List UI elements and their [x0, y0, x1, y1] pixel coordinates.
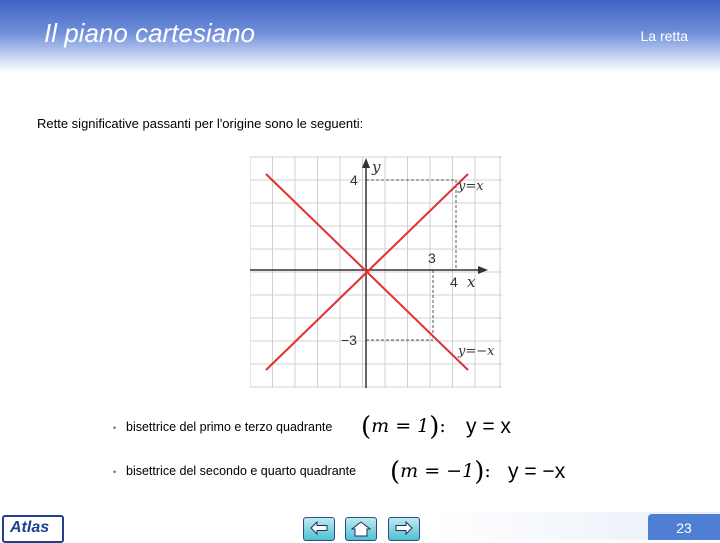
tick-label-x-4: 4: [450, 274, 458, 290]
equation-2: y = −x: [508, 460, 566, 483]
formula-m-value-1: m = 1: [371, 415, 430, 437]
line-label-y-equals-minus-x: y=−x: [458, 344, 495, 359]
paren-close: ): [474, 457, 485, 487]
formula-colon-1: :: [439, 415, 446, 437]
arrow-left-icon: [309, 521, 329, 535]
tick-label-x-3: 3: [428, 250, 436, 266]
next-button[interactable]: [388, 517, 420, 541]
prev-button[interactable]: [303, 517, 335, 541]
y-axis-label: y: [372, 158, 381, 176]
formula-colon-2: :: [484, 460, 491, 482]
page-title: Il piano cartesiano: [44, 18, 256, 48]
header-bar: [0, 0, 720, 72]
formula-m-1: [361, 409, 446, 442]
paren-open: (: [361, 412, 372, 442]
intro-text: Rette significative passanti per l'origine sono le seguenti:: [37, 116, 364, 131]
tick-label-y-neg3: −3: [341, 332, 357, 348]
x-axis-arrow-icon: [478, 266, 488, 274]
logo-text: Atlas: [10, 519, 50, 536]
y-axis-arrow-icon: [362, 158, 370, 168]
equation-1: y = x: [466, 415, 511, 438]
formula-m-2: [390, 454, 491, 487]
tick-label-y-4: 4: [350, 172, 358, 188]
bullet-icon: •: [113, 423, 117, 433]
atlas-logo: [2, 515, 64, 543]
arrow-right-icon: [394, 521, 414, 535]
section-title: La retta: [640, 28, 688, 44]
paren-open: (: [390, 457, 401, 487]
bullet-icon: •: [113, 467, 117, 477]
home-button[interactable]: [345, 517, 377, 541]
formula-m-value-2: m = −1: [400, 460, 475, 482]
bullet-text-1: bisettrice del primo e terzo quadrante: [126, 420, 333, 434]
cartesian-graph: [250, 156, 502, 388]
page-number: 23: [648, 514, 720, 540]
paren-close: ): [429, 412, 440, 442]
x-axis-label: x: [467, 273, 476, 291]
line-label-y-equals-x: y=x: [458, 179, 484, 194]
home-icon: [351, 521, 371, 537]
bullet-text-2: bisettrice del secondo e quarto quadrante: [126, 464, 357, 478]
